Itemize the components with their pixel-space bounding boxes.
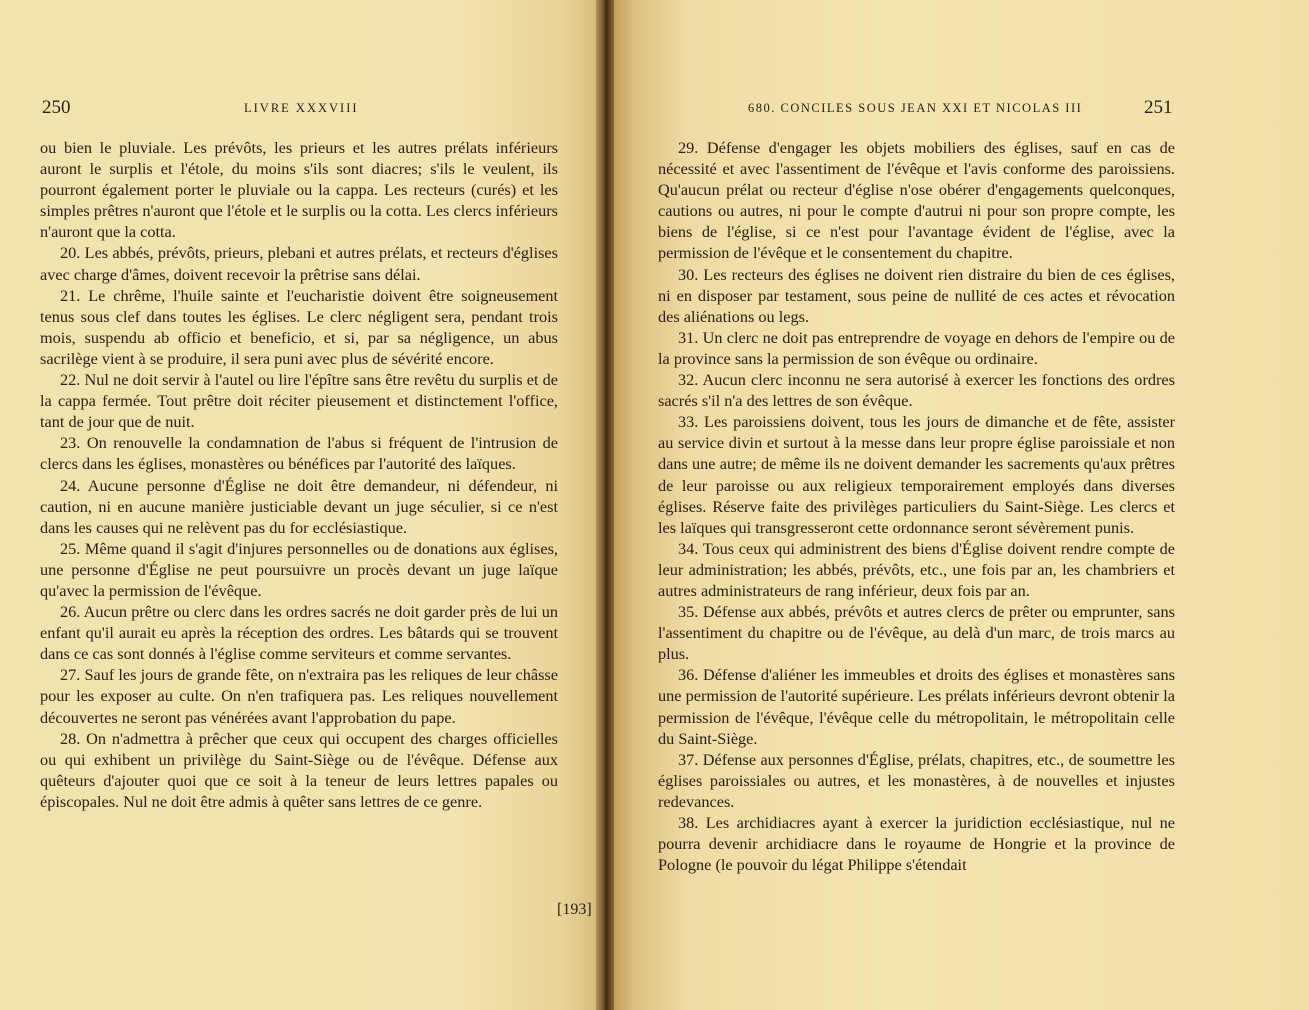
paragraph: 20. Les abbés, prévôts, prieurs, plebani et autres prélats, et recteurs d'églises avec charge d'âmes, doivent recevoir la prêtrise sans délai. [40,243,558,284]
paragraph: 33. Les paroissiens doivent, tous les jours de dimanche et de fête, assister au service divin et surtout à la messe dans leur propre église paroissiale et non dans une autre; de même ils ne doivent demander les sacrements qu'aux prêtres de leur paroisse ou aux religieux temporairement employés dans diverses églises. Réserve faite des privilèges particuliers du Saint-Siège. Les clercs et les laïques qui transgresseront cette ordonnance seront sévèrement punis. [658,412,1175,537]
paragraph: 36. Défense d'aliéner les immeubles et droits des églises et monastères sans une permission de l'autorité supérieure. Les prélats inférieurs devront obtenir la permission de l'évêque, l'évêque celle du métropolitain, le métropolitain celle du Saint-Siège. [658,665,1175,748]
paragraph: 26. Aucun prêtre ou clerc dans les ordres sacrés ne doit garder près de lui un enfant qu'il aurait eu après la réception des ordres. Les bâtards qui se trouvent dans ce cas sont donnés à l'église comme serviteurs et comme servantes. [40,602,558,664]
paragraph: 29. Défense d'engager les objets mobiliers des églises, sauf en cas de nécessité et avec l'assentiment de l'évêque et l'avis conforme des paroissiens. Qu'aucun prélat ou recteur d'église n'ose obérer d'engagements quelconques, cautions ou autres, ni pour le compte d'autrui ni pour son propre compte, les biens de l'église, si ce n'est pour l'avantage évident de l'église, avec la permission de l'évêque et le consentement du chapitre. [658,138,1175,263]
paragraph: 35. Défense aux abbés, prévôts et autres clercs de prêter ou emprunter, sans l'assentiment du chapitre ou de l'évêque, au delà d'un marc, de trois marcs au plus. [658,602,1175,664]
paragraph: 24. Aucune personne d'Église ne doit être demandeur, ni défendeur, ni caution, ni en aucune manière justiciable devant un juge séculier, si ce n'est dans les causes qui ne relèvent pas du for ecclésiastique. [40,475,558,537]
page-number-right: 251 [1144,97,1173,118]
paragraph: 25. Même quand il s'agit d'injures personnelles ou de donations aux églises, une personne d'Église ne peut poursuivre un procès devant un juge laïque qu'avec la permission de l'évêque. [40,538,558,600]
page-number-left: 250 [42,97,71,118]
running-head-left: LIVRE XXXVIII [244,101,359,115]
paragraph: 37. Défense aux personnes d'Église, prélats, chapitres, etc., de soumettre les églises paroissiales ou autres, et les monastères, à de nouvelles et injustes redevances. [658,749,1175,811]
running-head-right: 680. CONCILES SOUS JEAN XXI ET NICOLAS III [748,101,1083,115]
paragraph: 21. Le chrême, l'huile sainte et l'eucharistie doivent être soigneusement tenus sous clef dans toutes les églises. Le clerc négligent sera, pendant trois mois, suspendu ab officio et beneficio, et si, par sa négligence, un abus sacrilège vient à se produire, il sera puni avec plus de sévérité encore. [40,285,558,368]
right-text-body [658,137,1175,875]
paragraph: 38. Les archidiacres ayant à exercer la juridiction ecclésiastique, nul ne pourra devenir archidiacre dans le royaume de Hongrie et la province de Pologne (le pouvoir du légat Philippe s'étendait [658,813,1175,875]
paragraph: 31. Un clerc ne doit pas entreprendre de voyage en dehors de l'empire ou de la province sans la permission de son évêque ou ordinaire. [658,327,1175,368]
paragraph: ou bien le pluviale. Les prévôts, les prieurs et les autres prélats inférieurs auront le surplis et l'étole, du moins s'ils sont diacres; s'ils le veulent, ils pourront également porter le pluviale ou la cappa. Les recteurs (curés) et les simples prêtres n'auront que l'étole et le surplis ou la cotta. Les clercs inférieurs n'auront que la cotta. [40,138,558,242]
paragraph: 34. Tous ceux qui administrent des biens d'Église doivent rendre compte de leur administration; les abbés, prévôts, etc., une fois par an, les chambriers et autres administrateurs de rang inférieur, deux fois par an. [658,538,1175,600]
right-page [606,0,1309,1010]
paragraph: 28. On n'admettra à prêcher que ceux qui occupent des charges officielles ou qui exhibent un privilège du Saint-Siège ou de l'évêque. Défense aux quêteurs d'ajouter quoi que ce soit à la teneur de leurs lettres papales ou épiscopales. Nul ne doit être admis à quêter sans lettres de ce genre. [40,728,558,811]
paragraph: 32. Aucun clerc inconnu ne sera autorisé à exercer les fonctions des ordres sacrés s'il n'a des lettres de son évêque. [658,370,1175,411]
left-text-body [40,137,558,812]
paragraph: 23. On renouvelle la condamnation de l'abus si fréquent de l'intrusion de clercs dans les églises, monastères ou bénéfices par l'autorité des laïques. [40,433,558,474]
paragraph: 22. Nul ne doit servir à l'autel ou lire l'épître sans être revêtu du surplis et de la cappa fermée. Tout prêtre doit réciter pieusement et distinctement l'office, tant de jour que de nuit. [40,370,558,432]
book-gutter [596,0,614,1010]
marginal-reference: [193] [557,901,592,918]
paragraph: 27. Sauf les jours de grande fête, on n'extraira pas les reliques de leur châsse pour les exposer au culte. On n'en trafiquera pas. Les reliques nouvellement découvertes ne seront pas vénérées avant l'approbation du pape. [40,665,558,727]
paragraph: 30. Les recteurs des églises ne doivent rien distraire du bien de ces églises, ni en disposer par testament, sous peine de nullité de ces actes et révocation des aliénations ou legs. [658,264,1175,326]
left-page [0,0,606,1010]
